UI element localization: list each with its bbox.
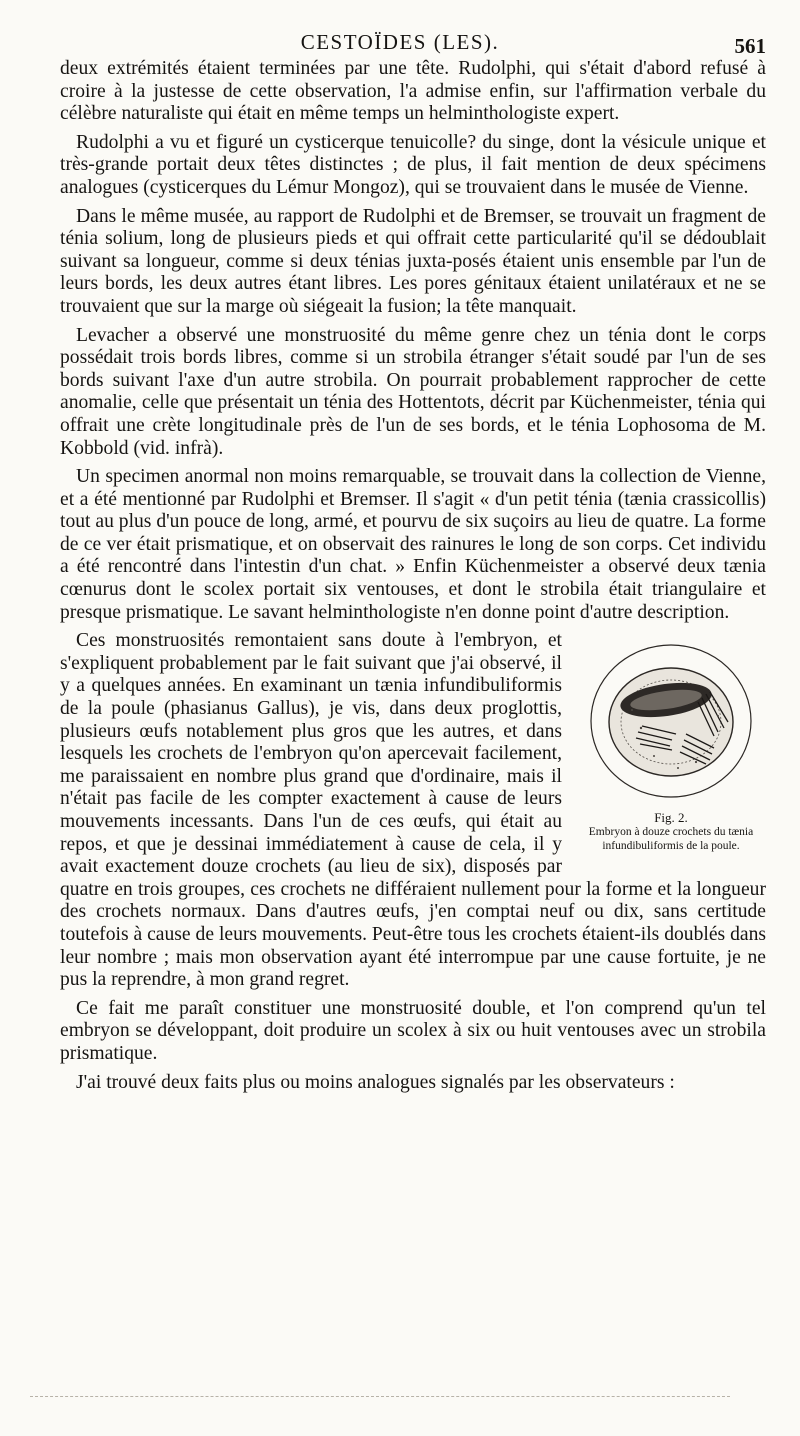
figure-caption: Embryon à douze crochets du tænia infundibuliformis de la poule. bbox=[588, 826, 754, 853]
running-title: CESTOÏDES (LES). bbox=[300, 30, 500, 54]
figure-label: Fig. 2. bbox=[654, 810, 688, 826]
article-body bbox=[60, 58, 766, 1100]
paragraph-7: Ce fait me paraît constituer une monstruosité double, et l'on comprend qu'un tel embryon se développant, doit produire un scolex à six ou huit ventouses avec un strobila prismatique. bbox=[60, 997, 766, 1064]
page-number: 561 bbox=[734, 34, 766, 58]
paragraph-1: deux extrémités étaient terminées par une tête. Rudolphi, qui s'était d'abord refusé à croire à la justesse de cette observation, l'a admise enfin, sur l'affirmation verbale du célèbre naturaliste qui était en même temps un helminthologiste expert. bbox=[60, 58, 766, 125]
paragraph-4: Levacher a observé une monstruosité du même genre chez un ténia dont le corps possédait trois bords libres, comme si un strobila étranger s'était soudé par l'un de ses bords suivant l'axe d'un autre strobila. On pourrait probablement rapprocher de cette anomalie, celle que présentait un ténia des Hottentots, décrit par Küchenmeister, ténia qui offrait une crète longitudinale près de l'un de ses bords, et le ténia Lophosoma de M. Kobbold (vid. infrà). bbox=[60, 324, 766, 459]
paragraph-6: Ces monstruosités remontaient sans doute à l'embryon, et s'expliquent probablement par le fait suivant que j'ai observé, il y a quelques années. En examinant un tænia infundibuliformis de la poule (phasianus Gallus), je vis, dans deux proglottis, plusieurs œufs notablement plus gros que les autres, et dans lesquels les crochets de l'embryon qu'on apercevait facilement, me paraissaient en nombre plus grand que d'ordinaire, mais il n'était pas facile de les compter exactement à cause de leurs mouvements incessants. Dans l'un de ces œufs, qui était au repos, et que je dessinai immédiatement à cause de cela, il y avait exactement douze crochets (au lieu de six), disposés par quatre en trois groupes, ces crochets ne différaient nullement pour la forme et la longueur des crochets normaux. Dans d'autres œufs, j'en comptai neuf ou dix, sans certitude toutefois à cause de leurs mouvements. Peut-être tous les crochets étaient-ils doublés dans leur nombre ; mais mon observation ayant été interrompue par une cause fortuite, je ne pus la reprendre, à mon grand regret. bbox=[60, 630, 766, 991]
paragraph-3: Dans le même musée, au rapport de Rudolphi et de Bremser, se trouvait un fragment de ténia solium, long de plusieurs pieds et qui offrait cette particularité qu'il se dédoublait suivant sa longueur, comme si deux ténias juxta-posés étaient unis ensemble par l'un de leurs bords, les deux autres étant libres. Les pores génitaux étaient unilatéraux et ne se trouvaient que sur la marge où siégeait la fusion; la tête manquait. bbox=[60, 205, 766, 317]
paragraph-5: Un specimen anormal non moins remarquable, se trouvait dans la collection de Vienne, et a été mentionné par Rudolphi et Bremser. Il s'agit « d'un petit ténia (tænia crassicollis) tout au plus d'un pouce de long, armé, et pourvu de six suçoirs au lieu de quatre. La forme de ce ver était prismatique, et on observait des rainures le long de son corps. Cet individu a été rencontré dans l'intestin d'un chat. » Enfin Küchenmeister a observé deux tænia cœnurus dont le scolex portait six ventouses, et dont le strobila était triangulaire et presque prismatique. Le savant helminthologiste n'en donne point d'autre description. bbox=[60, 466, 766, 623]
paragraph-2: Rudolphi a vu et figuré un cysticerque tenuicolle? du singe, dont la vésicule unique et très-grande portait deux têtes distinctes ; de plus, il fait mention de deux spécimens analogues (cysticerques du Lémur Mongoz), qui se trouvaient dans le musée de Vienne. bbox=[60, 131, 766, 198]
footer-rule bbox=[30, 1396, 730, 1397]
embryo-egg-illustration bbox=[586, 636, 756, 806]
paragraph-8: J'ai trouvé deux faits plus ou moins analogues signalés par les observateurs : bbox=[76, 1071, 675, 1093]
page-header bbox=[0, 30, 800, 60]
figure-2 bbox=[576, 636, 766, 853]
